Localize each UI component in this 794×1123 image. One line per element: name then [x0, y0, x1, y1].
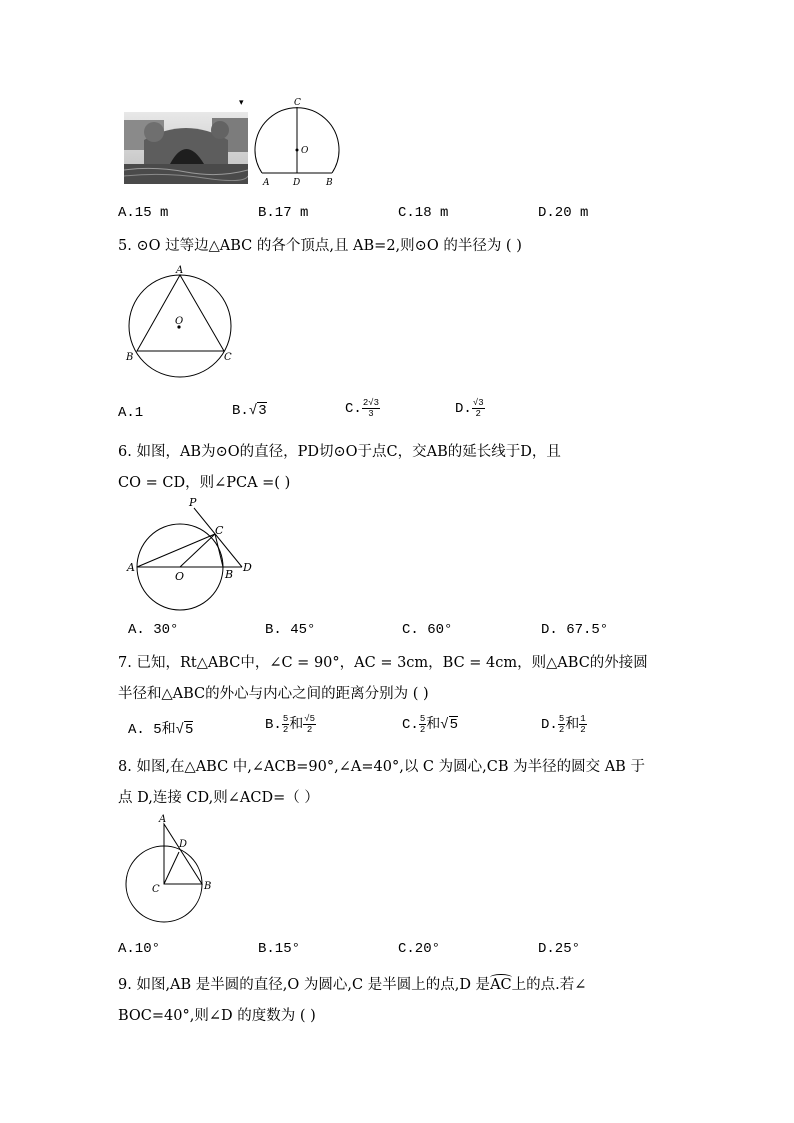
- label-c: C: [152, 884, 160, 895]
- label-a: A: [176, 265, 184, 276]
- q6-line2: CO = CD，则∠PCA =( ): [118, 475, 291, 491]
- q7-option-c[interactable]: C. $\frac{5}{2}$ 和√5: [402, 713, 459, 735]
- label-a: A: [263, 178, 270, 188]
- q7-line1: 7. 已知，Rt△ABC中，∠C = 90°，AC = 3cm，BC = 4cm，则△ABC的外接圆: [118, 655, 648, 671]
- q6-option-b[interactable]: B. 45°: [265, 622, 316, 638]
- q7-option-a[interactable]: A. 5和√5: [128, 722, 194, 738]
- bridge-photo: [124, 112, 248, 184]
- q5-stem: 5. ⊙O 过等边△ABC 的各个顶点,且 AB=2,则⊙O 的半径为 ( ): [118, 238, 522, 254]
- label-d: D: [179, 839, 188, 850]
- label-b: B: [204, 881, 212, 892]
- q8-option-a[interactable]: A.10°: [118, 941, 161, 957]
- q6-line1: 6. 如图，AB为⊙O的直径，PD切⊙O于点C，交AB的延长线于D，且: [118, 444, 561, 460]
- label-d: D: [243, 561, 252, 574]
- label-d: D: [293, 178, 301, 188]
- q5-option-b[interactable]: B.√3: [232, 403, 267, 419]
- svg-text:▾: ▾: [239, 98, 244, 108]
- q7-option-b[interactable]: B. $\frac{5}{2}$ 和 $\frac{√5}{2}$: [265, 713, 316, 735]
- q6-option-a[interactable]: A. 30°: [128, 622, 179, 638]
- q7-option-d[interactable]: D. $\frac{5}{2}$ 和 $\frac{1}{2}$: [541, 713, 586, 735]
- q8-figure: [122, 812, 222, 928]
- q8-option-b[interactable]: B.15°: [258, 941, 301, 957]
- label-o: O: [175, 570, 185, 583]
- q6-option-c[interactable]: C. 60°: [402, 622, 453, 638]
- label-a: A: [127, 561, 135, 574]
- q8-option-d[interactable]: D.25°: [538, 941, 581, 957]
- q8-option-c[interactable]: C.20°: [398, 941, 441, 957]
- q9-line2: BOC=40°,则∠D 的度数为 ( ): [118, 1008, 316, 1024]
- q6-figure: [124, 496, 264, 614]
- q9-line1: 9. 如图,AB 是半圆的直径,O 为圆心,C 是半圆上的点,D 是 AC上的点.若∠: [118, 973, 586, 994]
- arch-bridge-figure: [236, 96, 356, 190]
- arc-ac: AC: [490, 977, 512, 993]
- q5-figure: [124, 262, 240, 382]
- q8-line2: 点 D,连接 CD,则∠ACD=（ ）: [118, 790, 319, 806]
- q5-option-c[interactable]: C. $\frac{2√3}{3}$: [345, 398, 380, 419]
- q6-option-d[interactable]: D. 67.5°: [541, 622, 609, 638]
- label-b: B: [326, 178, 333, 188]
- q5-option-a[interactable]: A.1: [118, 405, 144, 421]
- q7-line2: 半径和△ABC的外心与内心之间的距离分别为 ( ): [118, 686, 429, 702]
- label-b: B: [126, 352, 134, 363]
- q4-option-d[interactable]: D.20 m: [538, 205, 589, 221]
- q4-option-c[interactable]: C.18 m: [398, 205, 449, 221]
- q5-option-d[interactable]: D. $\frac{√3}{2}$: [455, 398, 484, 419]
- label-c: C: [224, 352, 232, 363]
- q4-option-a[interactable]: A.15 m: [118, 205, 169, 221]
- q4-option-b[interactable]: B.17 m: [258, 205, 309, 221]
- label-o: O: [175, 316, 184, 327]
- label-c: C: [294, 98, 301, 108]
- label-b: B: [225, 568, 234, 581]
- q8-line1: 8. 如图,在△ABC 中,∠ACB=90°,∠A=40°,以 C 为圆心,CB 为半径的圆交 AB 于: [118, 759, 645, 775]
- label-o: O: [301, 146, 309, 156]
- label-c: C: [215, 524, 224, 537]
- label-p: P: [189, 496, 197, 509]
- label-a: A: [159, 814, 167, 825]
